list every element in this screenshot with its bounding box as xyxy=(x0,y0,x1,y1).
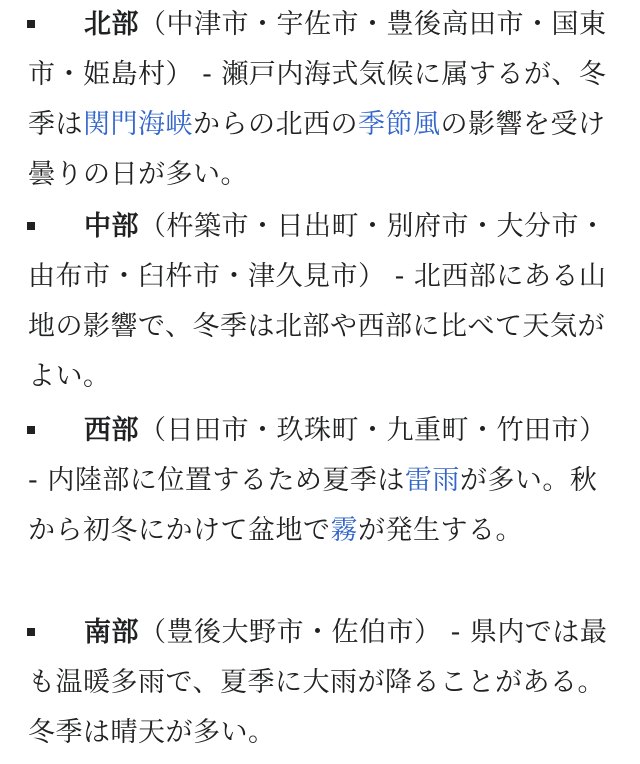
description-text: からの北西の xyxy=(193,109,358,140)
separator: - xyxy=(28,465,48,496)
region-name: 中部 xyxy=(84,211,139,242)
region-name: 西部 xyxy=(84,415,139,446)
separator: - xyxy=(385,261,414,292)
description-text: 内陸部に位置するため夏季は xyxy=(47,465,405,496)
list-item-text xyxy=(28,406,608,556)
link-thunderstorm[interactable]: 雷雨 xyxy=(404,465,460,496)
link-kanmon-strait[interactable]: 関門海峡 xyxy=(83,109,193,140)
region-name: 北部 xyxy=(84,9,139,40)
region-cities: （豊後大野市・佐伯市） xyxy=(139,617,442,648)
description-text: 瀬戸内海式気候に属するが、冬季は xyxy=(28,59,607,140)
region-cities: （杵築市・日出町・別府市・大分市・由布市・臼杵市・津久見市） xyxy=(28,211,607,292)
region-cities: （中津市・宇佐市・豊後高田市・国東市・姫島村） xyxy=(28,9,607,90)
region-cities: （日田市・玖珠町・九重町・竹田市） xyxy=(139,415,607,446)
link-seasonal-wind[interactable]: 季節風 xyxy=(358,109,441,140)
description-text: の影響を受け曇りの日が多い。 xyxy=(28,109,606,190)
link-fog[interactable]: 霧 xyxy=(330,515,358,546)
region-name: 南部 xyxy=(84,617,139,648)
separator: - xyxy=(193,59,222,90)
list-item-text xyxy=(28,608,608,758)
list-item-text xyxy=(28,202,608,402)
description-text: 県内では最も温暖多雨で、夏季に大雨が降ることがある。冬季は晴天が多い。 xyxy=(28,617,608,748)
description-text: が発生する。 xyxy=(358,515,523,546)
separator: - xyxy=(441,617,470,648)
description-text: が多い。秋から初冬にかけて盆地で xyxy=(28,465,598,546)
list-item-text xyxy=(28,0,608,200)
description-text: 北西部にある山地の影響で、冬季は北部や西部に比べて天気がよい。 xyxy=(28,261,607,392)
